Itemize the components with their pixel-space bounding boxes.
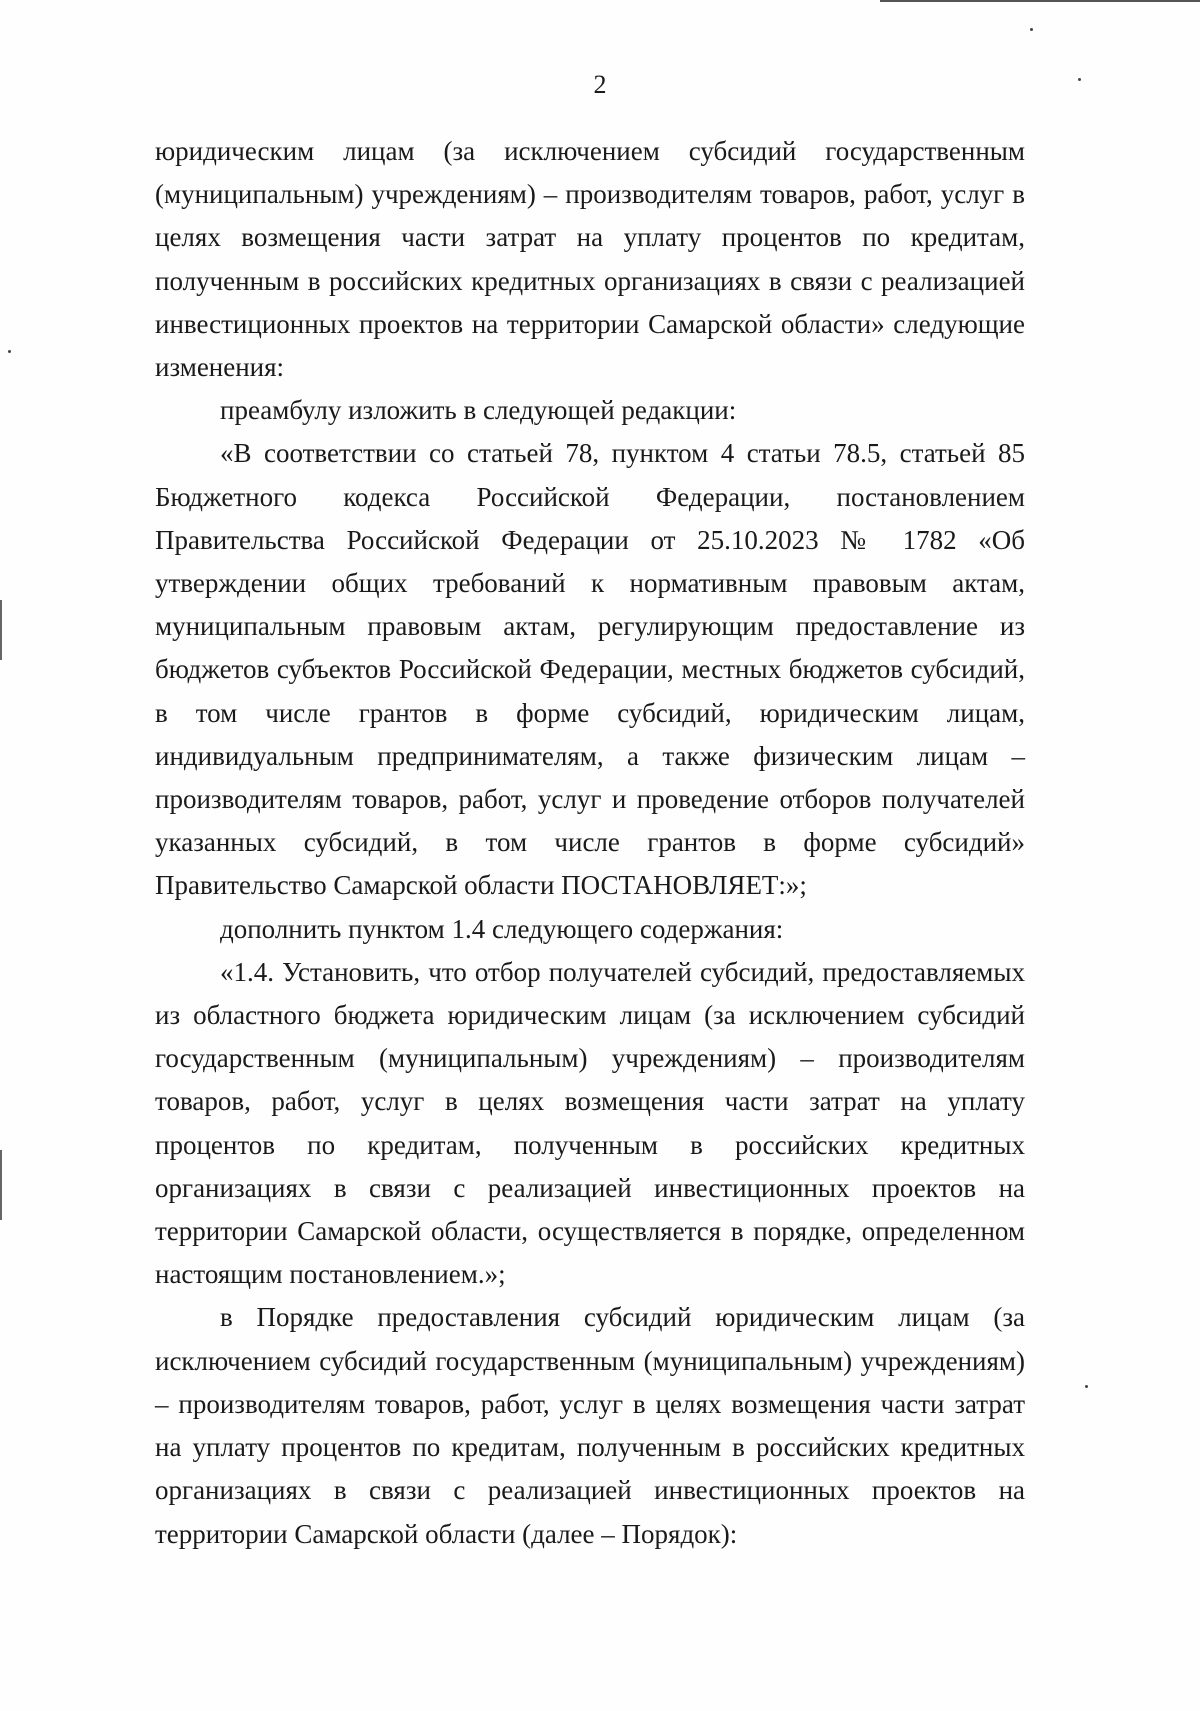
paragraph-preamble-text: «В соответствии со статьей 78, пунктом 4 статьи 78.5, статьей 85 Бюджетного кодекса Российской Федерации, постановлением Правительства Российской Федерации от 25.10.2023 № 1782 «Об утверждении общих требований к нормативным правовым актам, муниципальным правовым актам, регулирующим предоставление из бюджетов субъектов Российской Федерации, местных бюджетов субсидий, в том числе грантов в форме субсидий, юридическим лицам, индивидуальным предпринимателям, а также физическим лицам – производителям товаров, работ, услуг и проведение отборов получателей указанных субсидий, в том числе грантов в форме субсидий» Правительство Самарской области ПОСТАНОВЛЯЕТ:»; — [155, 438, 1025, 901]
paragraph-continuation: юридическим лицам (за исключением субсидий государственным (муниципальным) учреждениям) – производителям товаров, работ, услуг в целях возмещения части затрат на уплату процентов по кредитам, полученным в российских кредитных организациях в связи с реализацией инвестиционных проектов на территории Самарской области» следующие изменения: — [155, 136, 1025, 383]
scan-speck — [1030, 28, 1033, 31]
scan-speck — [8, 350, 11, 353]
scan-edge-mark — [0, 600, 2, 660]
scan-edge-line — [880, 0, 1200, 2]
scan-speck — [1085, 1385, 1088, 1388]
document-body — [155, 130, 1025, 1556]
paragraph-preamble-instruction: преамбулу изложить в следующей редакции: — [220, 395, 737, 426]
scan-edge-mark — [0, 1150, 2, 1220]
page-number: 2 — [593, 70, 607, 99]
paragraph-add-clause-instruction: дополнить пунктом 1.4 следующего содержания: — [220, 913, 784, 944]
paragraph-procedure-intro: в Порядке предоставления субсидий юридическим лицам (за исключением субсидий государственным (муниципальным) учреждениям) – производителям товаров, работ, услуг в целях возмещения части затрат на уплату процентов по кредитам, полученным в российских кредитных организациях в связи с реализацией инвестиционных проектов на территории Самарской области (далее – Порядок): — [155, 1302, 1025, 1549]
paragraph-clause-1-4: «1.4. Установить, что отбор получателей субсидий, предоставляемых из областного бюджета юридическим лицам (за исключением субсидий государственным (муниципальным) учреждениям) – производителям товаров, работ, услуг в целях возмещения части затрат на уплату процентов по кредитам, полученным в российских кредитных организациях в связи с реализацией инвестиционных проектов на территории Самарской области, осуществляется в порядке, определенном настоящим постановлением.»; — [155, 956, 1025, 1290]
